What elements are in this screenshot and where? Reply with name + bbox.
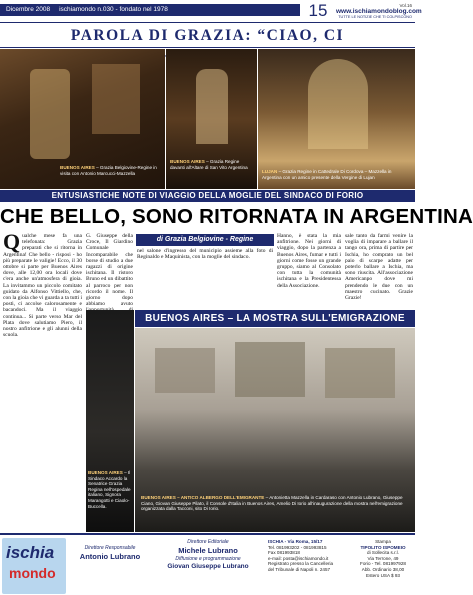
photo-hospital-visit: [86, 310, 134, 532]
article-column-3: nel salone d'ingresso del municipio assieme alla foto di Reginaldo e Maquinista, con la moglie del sindaco.: [137, 248, 273, 261]
headline-parola-di-grazia: PAROLA DI GRAZIA: “CIAO, CI: [0, 22, 415, 48]
diffusion-name: Giovan Giuseppe Lubrano: [167, 563, 249, 570]
headline-ritornata-argentina: CHE BELLO, SONO RITORNATA IN ARGENTINA: [0, 205, 473, 228]
photo-caption-left: BUENOS AIRES – Il Sindaco Accardo la Senatrice Grazia Regina nell'ospedale italiano, Signora Marangotti e Ciaolo-Buccella.: [88, 470, 131, 509]
painting-shape: [92, 64, 140, 134]
masthead-footer: [0, 533, 415, 595]
email-link[interactable]: e-mail: posta@ischiamondo.it: [268, 555, 329, 561]
editorial-block: [152, 539, 264, 571]
issue-label: ischiamondo n.030 - fondato nel 1978: [59, 6, 168, 13]
page-number: 15: [308, 1, 328, 20]
headline-mostra-emigrazione: BUENOS AIRES – LA MOSTRA SULL'EMIGRAZIONE: [135, 310, 415, 327]
photo-cathedral: [258, 49, 415, 189]
editorial-name: Michele Lubrano: [178, 546, 238, 555]
altar-shape: [196, 69, 228, 144]
photo-altar: [166, 49, 257, 189]
exhibit-panel: [155, 348, 215, 393]
page-header: [0, 0, 422, 21]
director-block: [70, 545, 150, 562]
statue-shape: [30, 69, 70, 159]
ischiamondo-logo: ischia mondo: [2, 538, 66, 594]
site-link[interactable]: www.ischiamondoblog.com: [336, 8, 422, 15]
byline: di Grazia Belgiovine - Regine: [136, 234, 274, 246]
site-block: [336, 3, 422, 19]
volume-label: Vol.16: [399, 3, 412, 8]
photo-exhibition-inauguration: [135, 328, 415, 532]
editorial-label: Direttore Editoriale: [187, 539, 229, 545]
article-column-2: G. Giuseppe della Croce, Il Giardino Comunale Incomparabile che borse di studio a due ragazzi di origine ischitana. Il ristoro Bruno ed un dibattito al parroco per non ricordo il nome. Il giorno dopo abbiamo avuto: [86, 233, 133, 308]
photo-caption-2: BUENOS AIRES – Grazia Regine davanti all'Altare di San Vito Argentina: [170, 159, 248, 170]
exhibit-panel: [235, 342, 305, 397]
drop-cap: Q: [3, 229, 21, 254]
photo-caption-right: BUENOS AIRES – ANTICO ALBERGO DELL'EMIGRANTE – Antonietta Mazzella in Cardaraso con Antonio Lubrano, Giuseppe Ciano, Giovan Giuseppe Pilato, il Console d'Italia in Buenos Aires, Amelio Di Iorio all'inaugurazione della mostra nell'emigrazione organizzata dalla Tacconi, sito Di Iorio.: [141, 495, 403, 512]
photo-caption-3: LUJAN – Grazia Regine in Cattedrale Di Cordova – Mazzella in Argentina con un amico presente della Vergine di Lujan: [262, 169, 392, 180]
diffusion-label: Diffusione e programmazione: [175, 556, 241, 562]
article-column-1: Qualche mese fa una telefonata: Grazia preparati che si ritorna in Argentina! Che bello - risposi - ho più preparate le valigie! Ecco, il 30 ottobre si parte per Buenos Aires dove, alle 12,00 ora locali dove c'era anche un'atmosfera di gioia. La invitammo un piccolo comitato guidato da Alfonso Vittiello, che, con la gioia che vi guarda a ta tutti i posti, ci accolse calorosamente e bacandoci. Ma il viaggio continua... Si parte verso Mar del Plata dove salutiamo Piero, il nostro anfitrione e gli alunni della scuola.: [3, 229, 82, 339]
issue-strip: [0, 4, 300, 16]
printer-block: Stampa TIPOLITO ISPOMEIO di Sollecita s.r.l. Via Terrone, 49 Forio - Tel. 081997928 Abb. Ordinario 38,00 Estero USA $ 93: [360, 539, 406, 578]
issue-date: Dicembre 2008: [6, 6, 51, 13]
kicker-band: ENTUSIASTICHE NOTE DI VIAGGIO DELLA MOGLIE DEL SINDACO DI FORIO: [0, 190, 415, 202]
article-column-5: sale tanto da farmi venire la voglia di imparare a ballare il tango ora, prima di partire per Ischia, ho comprato un bel paio di scarpe adatte per poterlo ballare a Ischia, ma sono riuscita. All'associazione Americanpo dove mi prendendo le due con un maestro cucinato. Grazie Grazie!: [345, 233, 413, 302]
director-name: Antonio Lubrano: [79, 552, 141, 561]
director-label: Direttore Responsabile: [84, 545, 136, 551]
tagline: TUTTE LE NOTIZIE CHE TI COLPISCONO: [338, 15, 412, 19]
photo-museum-visit: [0, 49, 165, 189]
photo-caption-1: BUENOS AIRES – Grazia Belgiovine-Regine in visita con Antonio Marcucci-Mazzella: [60, 165, 157, 176]
exhibit-panel: [325, 348, 395, 398]
article-column-4: Hanno, è stata la mia anfitrione. Nei giorni di viaggio, dopo la partenza a Buenos Aires, fumar e tutti i giorni come fosse un grande gruppo, siamo al Consolato con tutta la comunità ischitana e la Presidentessa della Associazione.: [277, 233, 341, 289]
arch-shape: [308, 59, 368, 149]
address-block: ISCHIA - Via Roma, 15/17 Tel. 081993202 - 081993815 Fax 081993818 e-mail: posta@ischiamondo.it Registrato presso la Cancelleria del Tribunale di Napoli n. 2457: [268, 539, 348, 573]
